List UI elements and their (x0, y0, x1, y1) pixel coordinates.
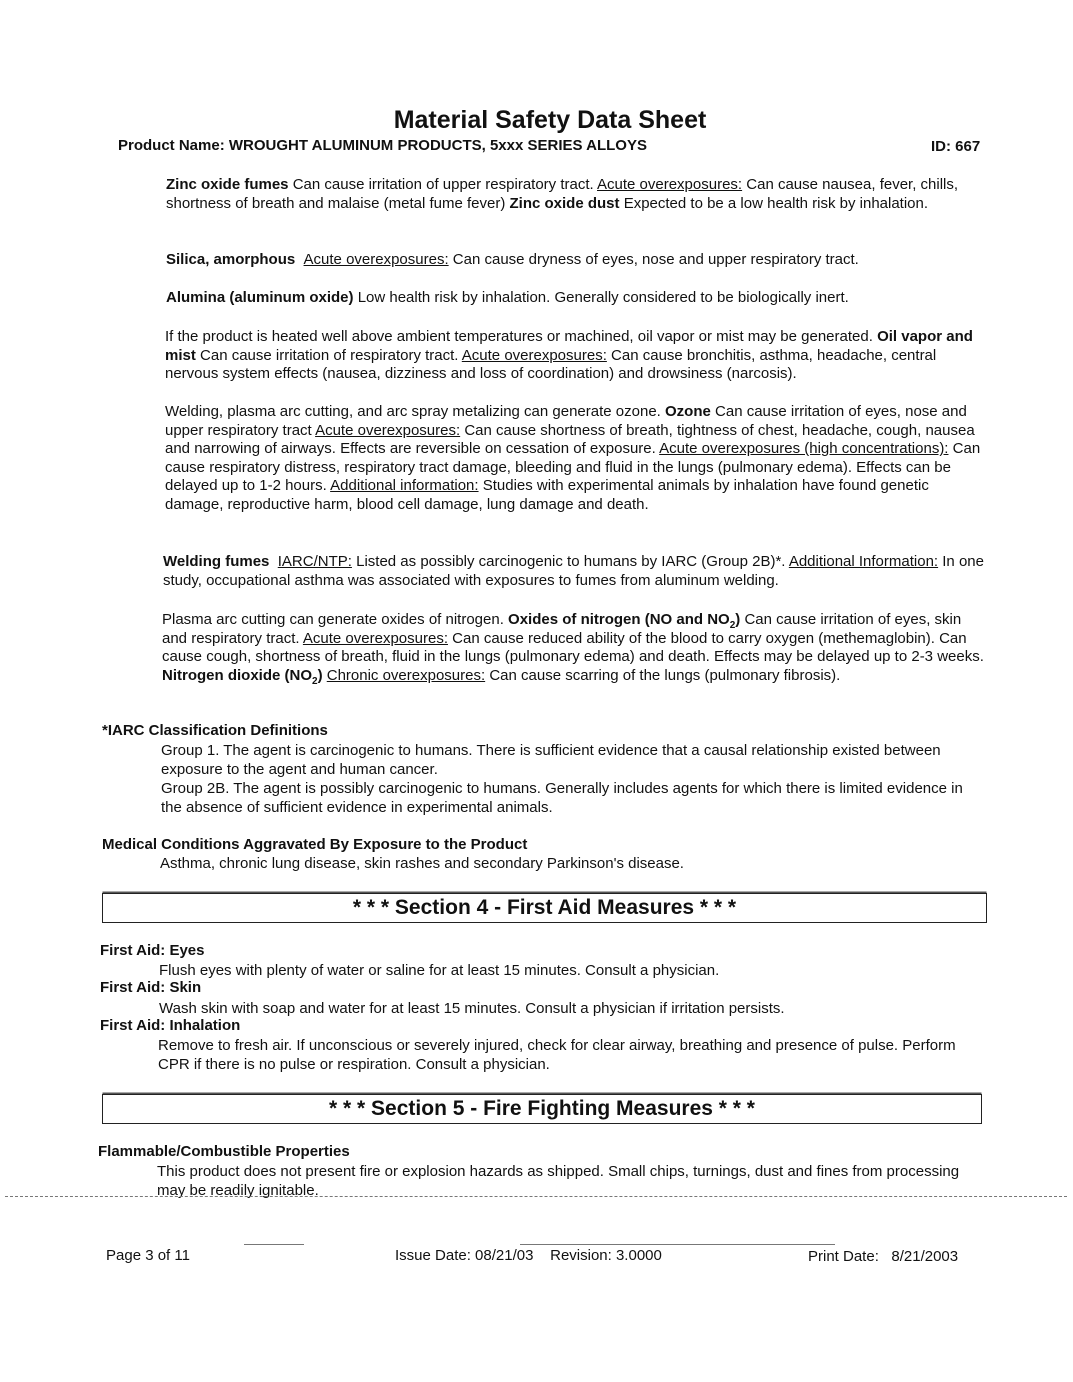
underlined-label: Acute overexposures: (461, 346, 607, 364)
term-text: Oxides of nitrogen (NO and NO (508, 611, 730, 628)
footer-rule (520, 1244, 835, 1245)
underlined-label: Acute overexposures (high concentrations): (659, 440, 949, 458)
flammable-properties-text: This product does not present fire or explosion hazards as shipped. Small chips, turnings, dust and fines from processing may be readily ignitable. (157, 1163, 960, 1199)
product-name-line (118, 137, 647, 154)
underlined-label: Acute overexposures: (302, 629, 448, 647)
text: Welding, plasma arc cutting, and arc spray metalizing can generate ozone. (165, 403, 661, 420)
first-aid-eyes-text: Flush eyes with plenty of water or saline for at least 15 minutes. Consult a physician. (159, 962, 720, 979)
first-aid-skin-heading: First Aid: Skin (100, 979, 202, 996)
text: Can cause dryness of eyes, nose and upper respiratory tract. (452, 251, 859, 268)
footer-rule (244, 1244, 304, 1245)
text: Can cause nausea, fever, chills, shortness of breath and malaise (metal fume fever) (166, 176, 959, 212)
term: Alumina (aluminum oxide) (166, 289, 354, 306)
term-text: Nitrogen dioxide (NO (162, 666, 312, 684)
nitrogen-oxides-paragraph (162, 611, 988, 685)
text: Can cause irritation of eyes, nose and upper respiratory tract (165, 403, 967, 439)
alumina-paragraph (166, 289, 976, 308)
text: Can cause irritation of eyes, skin and respiratory tract. (162, 611, 962, 647)
iarc-group-1: Group 1. The agent is carcinogenic to humans. There is sufficient evidence that a causal relationship existed between exposure to the agent and human cancer. (161, 742, 941, 778)
text: Can cause shortness of breath, tightness of chest, headache, cough, nausea and narrowing of airways. Effects are reversible on cessation of exposure. (165, 421, 975, 458)
underlined-label: Acute overexposures: (597, 176, 743, 193)
term: Welding fumes (163, 553, 270, 570)
iarc-group-2b: Group 2B. The agent is possibly carcinogenic to humans. Generally includes agents for which there is limited evidence in the absence of sufficient evidence in experimental animals. (161, 780, 963, 816)
first-aid-inhalation-heading: First Aid: Inhalation (100, 1017, 241, 1034)
underlined-label: Acute overexposures: (315, 421, 461, 439)
underlined-label: Chronic overexposures: (326, 666, 486, 684)
document-id-value: 667 (955, 138, 981, 155)
print-date-label: Print Date: (808, 1248, 879, 1265)
text: Low health risk by inhalation. Generally considered to be biologically inert. (357, 289, 849, 306)
term: Zinc oxide dust (509, 194, 620, 212)
text: Can cause bronchitis, asthma, headache, central nervous system effects (nausea, dizziness and loss of coordination) and drowsiness (narcosis). (165, 346, 937, 383)
term (162, 666, 323, 687)
print-date (808, 1248, 958, 1265)
first-aid-inhalation-text: Remove to fresh air. If unconscious or severely injured, check for clear airway, breathing and presence of pulse. Perform CPR if there is no pulse or respiration. Consult a physician. (158, 1037, 956, 1073)
term-end: ) (317, 666, 323, 684)
term: Ozone (665, 403, 711, 420)
document-id-label: ID: (931, 138, 951, 155)
revision-text: Revision: 3.0000 (550, 1247, 662, 1264)
subscript: 2 (729, 620, 736, 631)
medical-conditions-heading: Medical Conditions Aggravated By Exposure to the Product (102, 836, 528, 853)
text: Can cause irritation of respiratory tract. (200, 346, 459, 364)
zinc-oxide-paragraph (166, 176, 976, 213)
term: Zinc oxide fumes (166, 176, 289, 193)
term: Oil vapor and mist (165, 328, 973, 364)
section-4-header: * * * Section 4 - First Aid Measures * * * (102, 893, 987, 923)
text: Expected to be a low health risk by inhalation. (623, 194, 929, 212)
text: If the product is heated well above ambient temperatures or machined, oil vapor or mist may be generated. (165, 328, 873, 345)
underlined-label: Additional information: (330, 477, 479, 495)
text: Can cause irritation of upper respiratory tract. (292, 176, 594, 193)
page-title: Material Safety Data Sheet (393, 106, 707, 134)
welding-fumes-paragraph (163, 553, 988, 590)
issue-date-text: Issue Date: 08/21/03 (395, 1247, 534, 1264)
silica-paragraph (166, 251, 976, 270)
ozone-paragraph (165, 403, 990, 515)
document-id (931, 138, 980, 155)
underlined-label: Additional Information: (788, 553, 939, 570)
underlined-label: Acute overexposures: (303, 251, 449, 268)
page-divider (5, 1196, 1067, 1197)
flammable-properties-heading: Flammable/Combustible Properties (98, 1143, 350, 1160)
term (508, 611, 741, 631)
first-aid-skin-text: Wash skin with soap and water for at least 15 minutes. Consult a physician if irritation persists. (159, 1000, 785, 1017)
section-5-header: * * * Section 5 - Fire Fighting Measures * * * (102, 1094, 982, 1124)
text: In one study, occupational asthma was associated with exposures to fumes from aluminum welding. (163, 553, 984, 589)
text: Listed as possibly carcinogenic to humans by IARC (Group 2B)*. (356, 553, 786, 570)
first-aid-eyes-heading: First Aid: Eyes (100, 942, 205, 959)
text: Studies with experimental animals by inhalation have found genetic damage, reproductive harm, blood cell damage, lung damage and death. (165, 477, 929, 513)
term: Silica, amorphous (166, 251, 296, 268)
text: Can cause scarring of the lungs (pulmonary fibrosis). (489, 666, 841, 684)
text: Plasma arc cutting can generate oxides of nitrogen. (162, 611, 504, 628)
underlined-label: IARC/NTP: (277, 553, 352, 570)
term-end: ) (735, 611, 741, 628)
print-date-value: 8/21/2003 (891, 1248, 959, 1265)
product-name-value: WROUGHT ALUMINUM PRODUCTS, 5xxx SERIES ALLOYS (228, 137, 647, 154)
text: Can cause respiratory distress, respiratory tract damage, bleeding and fluid in the lungs (pulmonary edema). Effects can be delayed up to 1-2 hours. (165, 440, 981, 495)
page-number: Page 3 of 11 (106, 1247, 190, 1264)
medical-conditions-text: Asthma, chronic lung disease, skin rashes and secondary Parkinson's disease. (160, 855, 684, 872)
text: Can cause reduced ability of the blood to carry oxygen (methemaglobin). Can cause cough, shortness of breath, fluid in the lungs (pulmonary edema) and death. Effects may be delayed up to 2-3 weeks. (162, 629, 984, 666)
product-name-label: Product Name: (118, 137, 225, 154)
subscript: 2 (312, 675, 318, 687)
iarc-heading: *IARC Classification Definitions (102, 722, 328, 739)
issue-date (395, 1247, 662, 1264)
oil-vapor-paragraph (165, 328, 990, 384)
